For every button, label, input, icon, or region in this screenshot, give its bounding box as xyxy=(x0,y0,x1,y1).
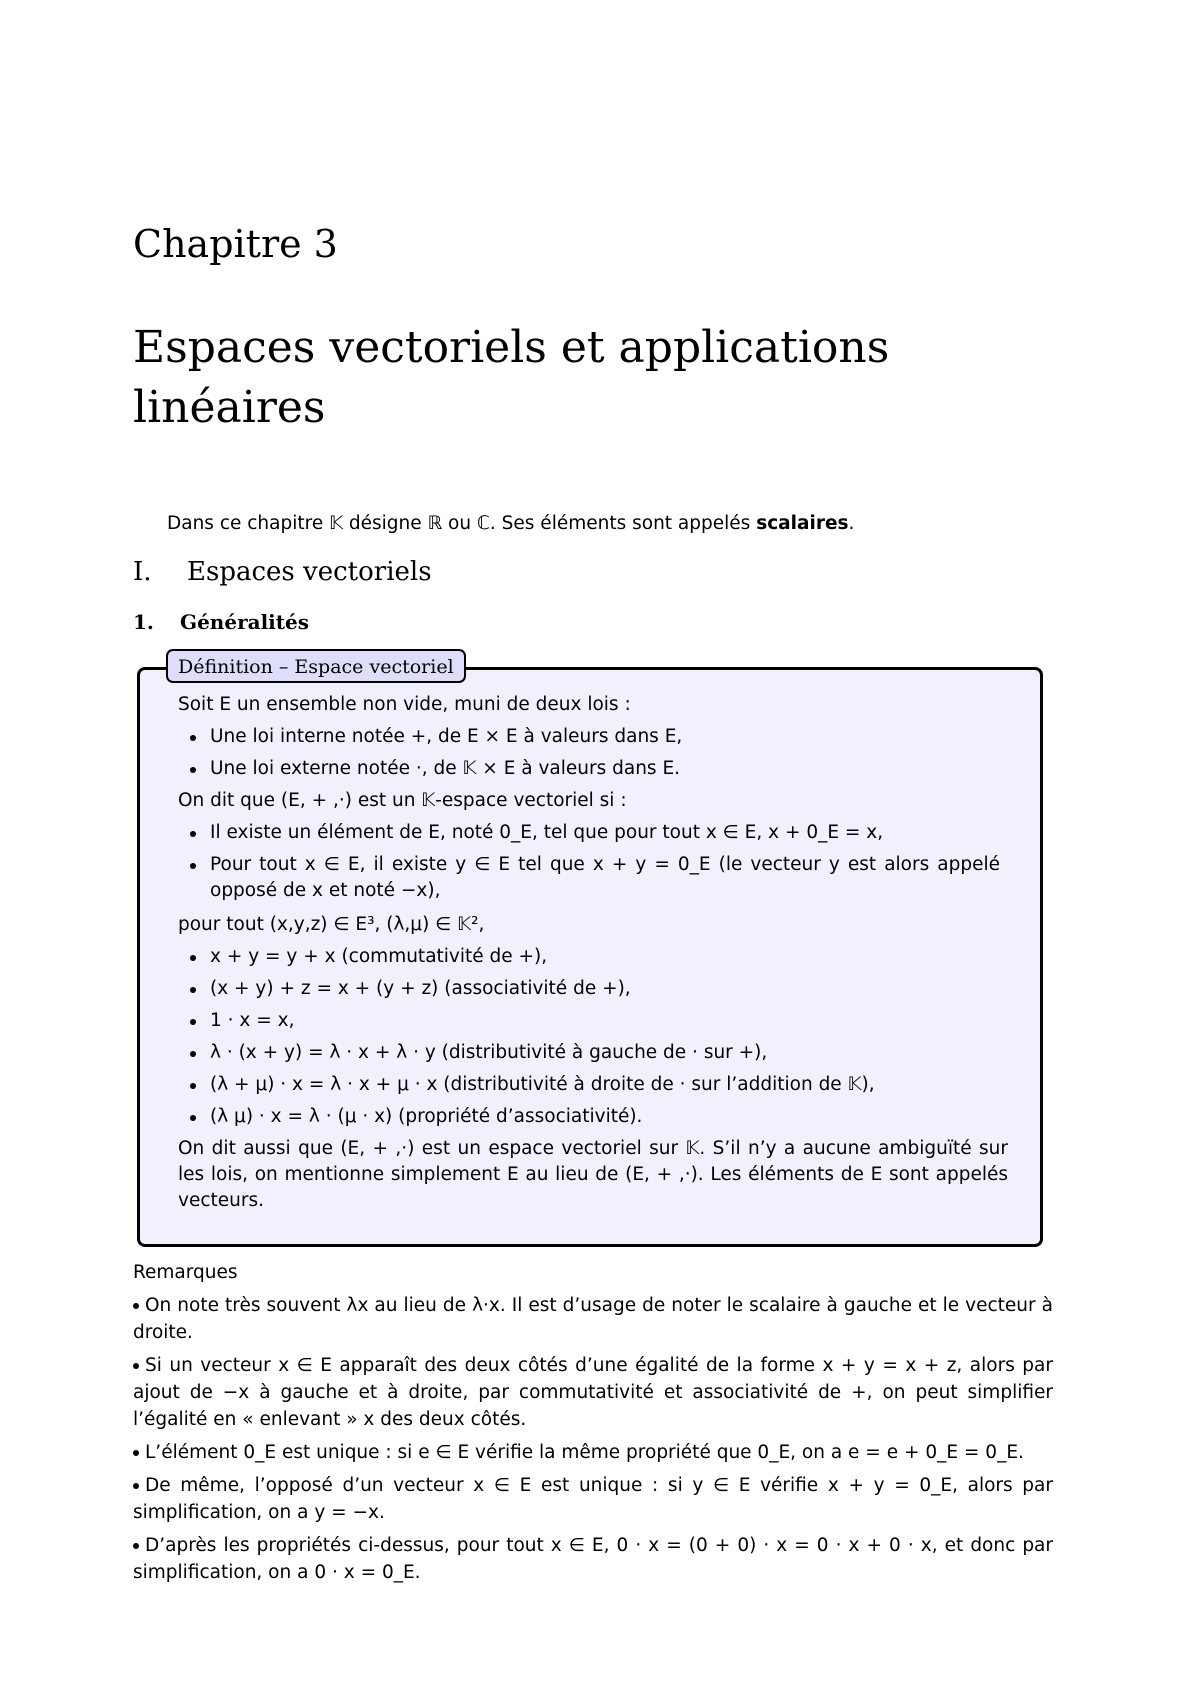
def-bullet: (λ + μ) · x = λ · x + μ · x (distributivité à droite de · sur l’addition de 𝕂), xyxy=(210,1072,875,1098)
subsection-number: 1. xyxy=(133,610,154,634)
intro-paragraph xyxy=(167,512,854,536)
section-number: I. xyxy=(133,557,152,587)
remark-item: L’élément 0_E est unique : si e ∈ E vérifie la même propriété que 0_E, on a e = e + 0_E = 0_E. xyxy=(133,1439,1053,1466)
def-line: pour tout (x,y,z) ∈ E³, (λ,μ) ∈ 𝕂², xyxy=(178,914,485,935)
remark-item: D’après les propriétés ci-dessus, pour tout x ∈ E, 0 · x = (0 + 0) · x = 0 · x + 0 · x, et donc par simplification, on a 0 · x = 0_E. xyxy=(133,1532,1053,1586)
def-bullet: Pour tout x ∈ E, il existe y ∈ E tel que x + y = 0_E (le vecteur y est alors appelé opposé de x et noté −x), xyxy=(210,852,1000,904)
def-bullet: x + y = y + x (commutativité de +), xyxy=(210,944,547,970)
def-line: On dit que (E, + ,·) est un 𝕂-espace vectoriel si : xyxy=(178,790,627,811)
remark-item: De même, l’opposé d’un vecteur x ∈ E est unique : si y ∈ E vérifie x + y = 0_E, alors par simplification, on a y = −x. xyxy=(133,1472,1053,1526)
def-bullet: Une loi externe notée ·, de 𝕂 × E à valeurs dans E. xyxy=(210,756,680,782)
remark-item: On note très souvent λx au lieu de λ·x. Il est d’usage de noter le scalaire à gauche et le vecteur à droite. xyxy=(133,1292,1053,1346)
subsection-heading xyxy=(133,610,309,634)
def-line: Soit E un ensemble non vide, muni de deux lois : xyxy=(178,694,631,715)
def-bullet: (x + y) + z = x + (y + z) (associativité de +), xyxy=(210,976,631,1002)
def-bullet: Il existe un élément de E, noté 0_E, tel que pour tout x ∈ E, x + 0_E = x, xyxy=(210,820,883,846)
section-heading xyxy=(133,557,432,587)
chapter-label: Chapitre 3 xyxy=(133,222,338,266)
def-bullet: (λ μ) · x = λ · (μ · x) (propriété d’associativité). xyxy=(210,1104,642,1130)
remarks-title: Remarques xyxy=(133,1262,238,1283)
remark-item: Si un vecteur x ∈ E apparaît des deux côtés d’une égalité de la forme x + y = x + z, alors par ajout de −x à gauche et à droite, par commutativité et associativité de +, on peut simplifier l’égalité en « enlevant » x des deux côtés. xyxy=(133,1352,1053,1433)
intro-term-scalaires: scalaires xyxy=(756,513,849,534)
definition-title: Définition – Espace vectoriel xyxy=(166,649,466,683)
subsection-title: Généralités xyxy=(180,610,309,634)
def-bullet: 1 · x = x, xyxy=(210,1008,294,1034)
intro-text-after: . xyxy=(848,513,855,534)
def-bullet: λ · (x + y) = λ · x + λ · y (distributivité à gauche de · sur +), xyxy=(210,1040,767,1066)
intro-text-before: Dans ce chapitre 𝕂 désigne ℝ ou ℂ. Ses éléments sont appelés xyxy=(167,513,757,534)
chapter-title: Espaces vectoriels et applications linéaires xyxy=(133,322,890,433)
def-closing-paragraph: On dit aussi que (E, + ,·) est un espace vectoriel sur 𝕂. S’il n’y a aucune ambiguïté sur les lois, on mentionne simplement E au lieu de (E, + ,·). Les éléments de E sont appelés vecteurs. xyxy=(178,1138,1008,1211)
section-title: Espaces vectoriels xyxy=(187,557,432,587)
def-bullet: Une loi interne notée +, de E × E à valeurs dans E, xyxy=(210,724,682,750)
